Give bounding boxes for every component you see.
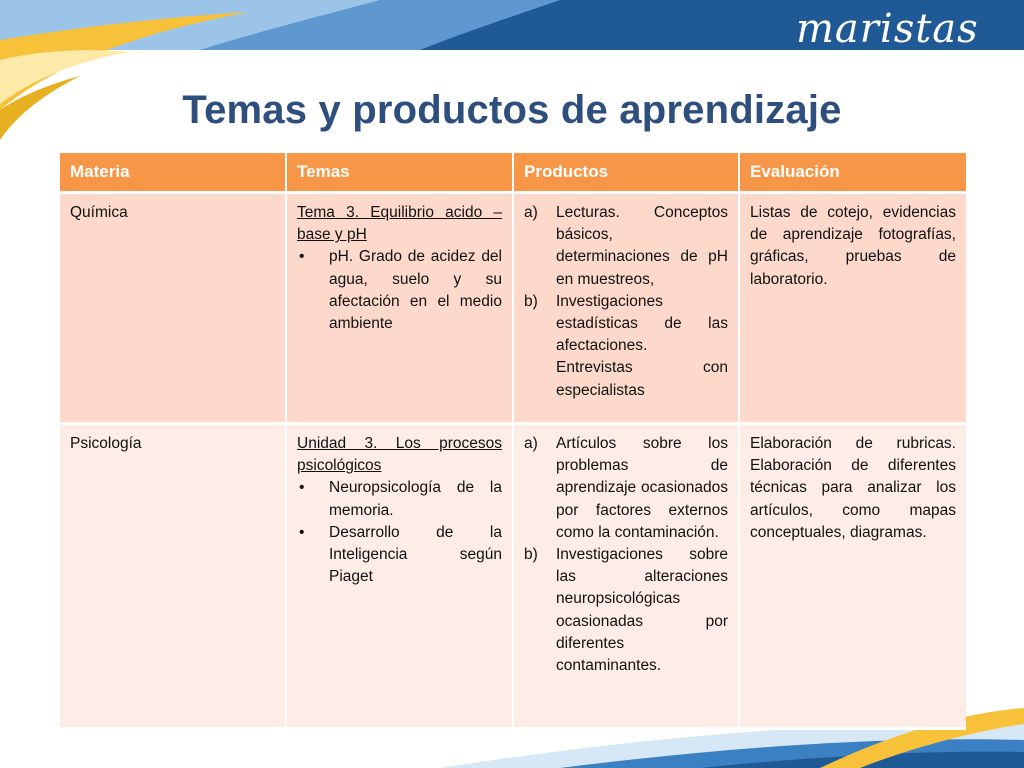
topics-table <box>60 153 966 730</box>
header-evaluacion: Evaluación <box>739 153 966 193</box>
cell-materia: Química <box>60 193 286 424</box>
list-item <box>524 202 728 291</box>
list-marker: b) <box>524 292 538 310</box>
tema-bullet-text: Desarrollo de la Inteligencia según Piaget <box>329 523 502 586</box>
slide-title: Temas y productos de aprendizaje <box>182 88 842 132</box>
producto-text: Investigaciones sobre las alteraciones neuropsicológicas ocasionadas por diferentes contaminantes. <box>556 546 728 675</box>
list-marker: a) <box>524 435 538 452</box>
header-materia: Materia <box>60 153 286 193</box>
bullet-icon: • <box>299 523 305 541</box>
tema-bullet-text: Neuropsicología de la memoria. <box>329 479 502 519</box>
header-productos: Productos <box>513 153 739 193</box>
productos-list <box>524 202 728 402</box>
tema-bullet-list <box>297 477 502 588</box>
list-item <box>524 291 728 402</box>
tema-bullet-list <box>297 246 502 335</box>
cell-productos <box>513 193 739 424</box>
bullet-icon: • <box>299 479 305 497</box>
list-marker: b) <box>524 546 538 564</box>
list-item <box>297 477 502 521</box>
cell-temas <box>286 193 513 424</box>
cell-evaluacion: Listas de cotejo, evidencias de aprendizaje fotografías, gráficas, pruebas de laboratorio. <box>739 193 966 424</box>
table-row <box>60 424 966 729</box>
list-item <box>524 544 728 677</box>
producto-text: Artículos sobre los problemas de aprendizaje ocasionados por factores externos como la contaminación. <box>556 435 728 541</box>
list-item <box>297 246 502 335</box>
maristas-logo <box>792 6 1002 54</box>
bullet-icon: • <box>299 248 305 266</box>
list-item <box>524 433 728 544</box>
cell-productos <box>513 424 739 729</box>
producto-text: Investigaciones estadísticas de las afectaciones. Entrevistas con especialistas <box>556 292 728 399</box>
tema-heading: Tema 3. Equilibrio acido – base y pH <box>297 204 502 244</box>
list-marker: a) <box>524 204 538 221</box>
list-item <box>297 522 502 589</box>
productos-list <box>524 433 728 677</box>
producto-text: Lecturas. Conceptos básicos, determinaciones de pH en muestreos, <box>556 204 728 288</box>
tema-heading: Unidad 3. Los procesos psicológicos <box>297 435 502 475</box>
table-header-row <box>60 153 966 193</box>
cell-temas <box>286 424 513 729</box>
table-row <box>60 193 966 424</box>
cell-evaluacion: Elaboración de rubricas. Elaboración de diferentes técnicas para analizar los artículos, como mapas conceptuales, diagramas. <box>739 424 966 729</box>
cell-materia: Psicología <box>60 424 286 729</box>
svg-text:maristas: maristas <box>796 6 979 52</box>
header-temas: Temas <box>286 153 513 193</box>
tema-bullet-text: pH. Grado de acidez del agua, suelo y su afectación en el medio ambiente <box>329 248 502 333</box>
